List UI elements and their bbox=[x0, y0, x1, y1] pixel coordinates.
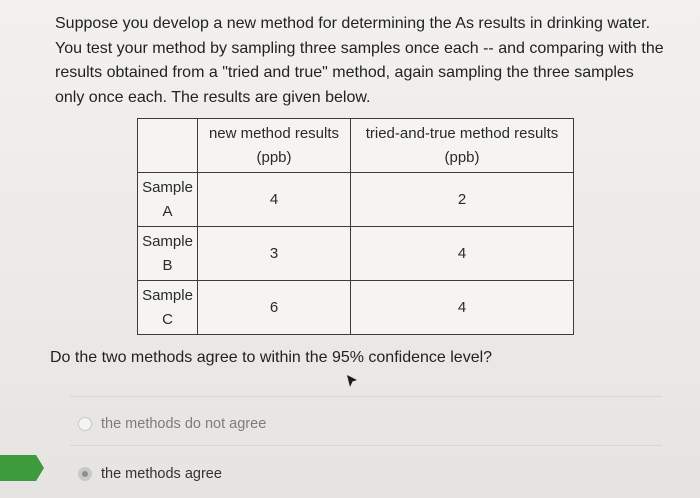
cell-new-sample-b: 3 bbox=[198, 227, 351, 281]
row-label-line2: C bbox=[162, 310, 173, 328]
option-methods-agree[interactable] bbox=[78, 466, 222, 482]
cell-new-sample-a: 4 bbox=[198, 173, 351, 227]
question-intro-text: Suppose you develop a new method for determining the As results in drinking water. You test your method by sampling three samples once each -- and comparing with the results obtained from a "tried and true" method, again sampling the three samples only once each. The results are given below. bbox=[55, 15, 664, 106]
table-row bbox=[138, 227, 574, 281]
header-new-method-label: new method results bbox=[208, 124, 340, 142]
row-label-line2: A bbox=[162, 202, 173, 220]
results-table bbox=[137, 118, 574, 335]
option-divider bbox=[70, 396, 662, 397]
header-tried-method-label: tried-and-true method results bbox=[365, 124, 559, 142]
question-prompt: Do the two methods agree to within the 95% confidence level? bbox=[50, 349, 493, 366]
row-label-line2: B bbox=[162, 256, 173, 274]
header-tried-method bbox=[351, 119, 574, 173]
table-header-row bbox=[138, 119, 574, 173]
header-tried-method-unit: (ppb) bbox=[444, 148, 480, 166]
cell-tried-sample-c: 4 bbox=[351, 281, 574, 335]
header-new-method-unit: (ppb) bbox=[256, 148, 292, 166]
row-label-line1: Sample bbox=[142, 286, 193, 304]
header-new-method bbox=[198, 119, 351, 173]
radio-selected-icon[interactable] bbox=[78, 467, 92, 481]
option-methods-do-not-agree[interactable] bbox=[78, 416, 266, 432]
table-row bbox=[138, 173, 574, 227]
cell-tried-sample-a: 2 bbox=[351, 173, 574, 227]
table-row bbox=[138, 281, 574, 335]
option-divider bbox=[70, 445, 662, 446]
row-label-sample-a bbox=[138, 173, 198, 227]
mouse-pointer-icon bbox=[345, 374, 359, 390]
option-label: the methods do not agree bbox=[101, 416, 267, 432]
cell-tried-sample-b: 4 bbox=[351, 227, 574, 281]
row-label-sample-c bbox=[138, 281, 198, 335]
cell-new-sample-c: 6 bbox=[198, 281, 351, 335]
header-empty-cell bbox=[138, 119, 198, 173]
option-label: the methods agree bbox=[101, 466, 222, 482]
row-label-line1: Sample bbox=[142, 232, 193, 250]
row-label-line1: Sample bbox=[142, 178, 193, 196]
row-label-sample-b bbox=[138, 227, 198, 281]
active-question-marker bbox=[0, 455, 44, 481]
radio-unselected-icon[interactable] bbox=[78, 417, 92, 431]
